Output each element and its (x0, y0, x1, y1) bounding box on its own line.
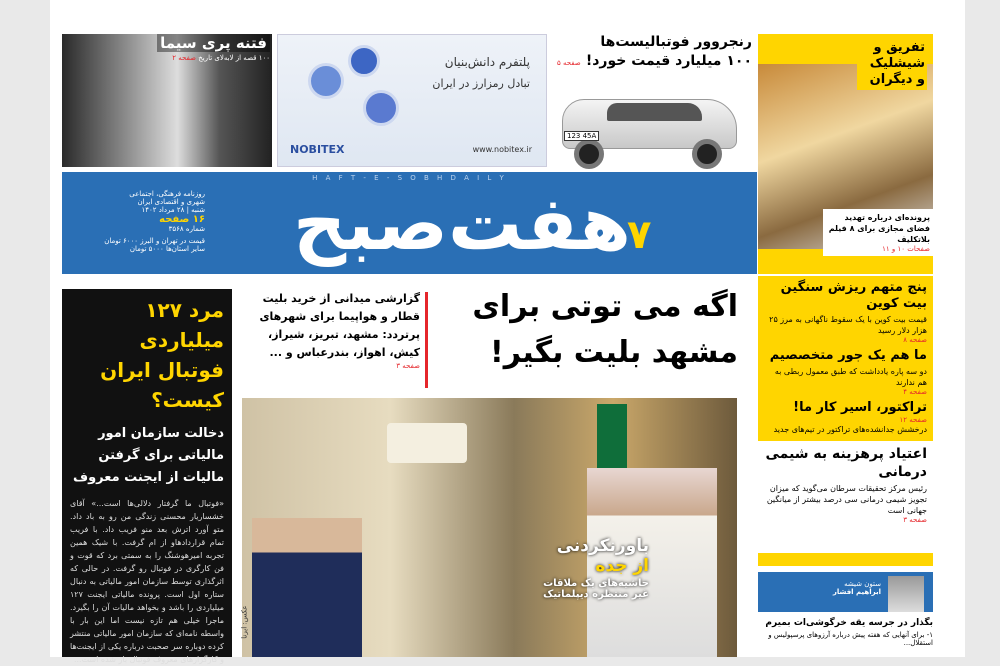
brief1-page: صفحه ۸ (903, 336, 927, 344)
column-box (758, 572, 933, 657)
logo-number: ۷ (627, 212, 652, 258)
lead-text: گزارشی میدانی از خرید بلیت قطار و هواپیما برای شهرهای پرتردد: مشهد، تبریز، شیراز، کیش، اهواز، بندرعباس و ... (259, 292, 420, 359)
car-plate: 123 45A (564, 131, 599, 141)
right-top-page: صفحات ۱۰ و ۱۱ (882, 245, 930, 253)
photo-caption1: باورنکردنی (556, 536, 649, 556)
person-left (252, 518, 362, 657)
brief3-text: درخشش جدانشده‌های تراکتور در تیم‌های جدید (773, 425, 927, 434)
column-author: ابراهیم افشار (832, 588, 881, 596)
coin-icon (308, 63, 344, 99)
paper-price1: قیمت در تهران و البرز ۶۰۰۰ تومان (104, 237, 205, 245)
column-title: بگذار در جرسه یقه خرگوشی‌ات بمیرم (765, 618, 933, 628)
main-lead (248, 290, 420, 370)
brief2-page: صفحه ۴ (903, 388, 927, 396)
masthead-info (70, 190, 205, 253)
coin-icon (363, 90, 399, 126)
headline-line2: مشهد بلیت بگیر! (490, 335, 738, 370)
brief2-title: ما هم یک جور متخصصیم (769, 348, 927, 363)
photo-text: حاشیه‌های یک ملاقات غیر منتظره دیپلماتیک (543, 578, 649, 600)
author-avatar (888, 576, 924, 612)
left-title: مرد ۱۲۷ میلیاردی فوتبال ایران کیست؟ (100, 298, 224, 412)
lamp (387, 423, 467, 463)
brief2-text: دو سه پاره یادداشت که طبق معمول ربطی به هم ندارند (774, 367, 927, 387)
photo-credit: عکس: ایرنا (240, 605, 249, 639)
coin-icon (348, 45, 380, 77)
left-column (62, 289, 232, 664)
ad-url: www.nobitex.ir (472, 145, 532, 154)
right-briefs (758, 276, 933, 566)
film-page: صفحه ۲ (172, 54, 196, 62)
masthead (62, 172, 757, 274)
brief4-page: صفحه ۳ (903, 516, 927, 524)
column-label: ستون شیشه (844, 580, 881, 588)
nobitex-ad (277, 34, 547, 167)
newspaper-page (50, 0, 965, 664)
car-title2: ۱۰۰ میلیارد قیمت خورد! (585, 53, 752, 69)
car-box (552, 34, 752, 182)
logo: هفت‌صبح (293, 181, 631, 267)
brief3-page: صفحه ۱۲ (899, 416, 927, 424)
car-title1: رنجروور فوتبالیست‌ها (600, 34, 752, 50)
film-sub: ۱۰۰ قصه از لابه‌لای تاریخ (198, 54, 270, 62)
ad-line1: پلتفرم دانش‌بنیان (444, 55, 530, 69)
headline-divider (425, 292, 428, 388)
column-text: ۱- برای آنهایی که هفته پیش درباره آرزوهای پرسپولیس و استقلال... (768, 631, 933, 647)
masthead-strip: H A F T - E - S O B H D A I L Y (312, 174, 507, 182)
paper-issue: شماره ۳۵۶۸ (168, 225, 205, 233)
brief3-title: تراکتور، اسیر کار ما! (793, 400, 927, 415)
brief1-title: پنج متهم ریزش سنگین بیت کوین (780, 280, 927, 311)
main-photo (242, 398, 737, 657)
left-body: «فوتبال ما گرفتار دلالی‌ها است...» آقای خشساریار محسنی زندگی من رو به باد داد. متو آورد اترش بعد منو فریب داد. با فریب تمام قراردادهاو از ام گرفت. با شیک همین تجربه امیرهوشنگ را به سمتی برد که قوت و فن کارگری در فوتبال رو گرفت. در حالی که اثرگذاری توسط سازمان امور مالیاتی به دنبال ستاره اول است. پرونده مالیاتی ایجنت ۱۲۷ میلیاردی را باشد و بخواهد مالیات آن را بگیرد. ماجرا خیلی هم تازه نیست اما این بار با واسطه نامه‌ای که سازمان امور مالیاتی منتشر کرده دوباره سر صحبت درباره یکی از ایجنت‌ها و کارگزارهای معروف فوتبال باز شده است... (70, 499, 224, 664)
left-sub: دخالت سازمان امور مالیاتی برای گرفتن مالیات از ایجنت معروف (72, 426, 224, 485)
ad-line2: تبادل رمزارز در ایران (432, 77, 530, 90)
paper-pages: ۱۶ صفحه (159, 214, 205, 225)
paper-city: شهری و اقتصادی ایران (137, 198, 205, 206)
car-page: صفحه ۵ (556, 59, 581, 67)
headline-line1: اگه می توتی برای (472, 289, 738, 324)
car-image (552, 89, 747, 169)
film-title: فتنه پری سیما (157, 34, 270, 52)
photo-caption2: از جده (595, 556, 649, 576)
brief4-text: رئیس مرکز تحقیقات سرطان می‌گوید که میزان تجویز شیمی درمانی سی درصد بیشتر از میانگین جهانی است (766, 484, 927, 515)
right-top-title: تفریق و شیشلیک و دیگران (869, 40, 925, 87)
paper-price2: سایر استان‌ها ۵۰۰۰ تومان (129, 245, 205, 253)
brief1-text: قیمت بیت کوین با یک سقوط ناگهانی به مرز ۲۵ هزار دلار رسید (769, 315, 927, 335)
right-top-text: پرونده‌ای درباره تهدید فضای مجازی برای ۸ فیلم بلاتکلیف (828, 213, 930, 244)
ad-brand: NOBITEX (290, 143, 345, 156)
lead-page: صفحه ۳ (396, 362, 420, 370)
brief4-title: اعتیاد پرهزینه به شیمی درمانی (765, 446, 927, 480)
right-top-box (758, 34, 933, 274)
main-headline (433, 284, 738, 376)
film-box (112, 34, 270, 62)
paper-type: روزنامه فرهنگی، اجتماعی (129, 190, 205, 198)
paper-date: شنبه | ۲۸ مرداد ۱۴۰۲ (141, 206, 205, 214)
